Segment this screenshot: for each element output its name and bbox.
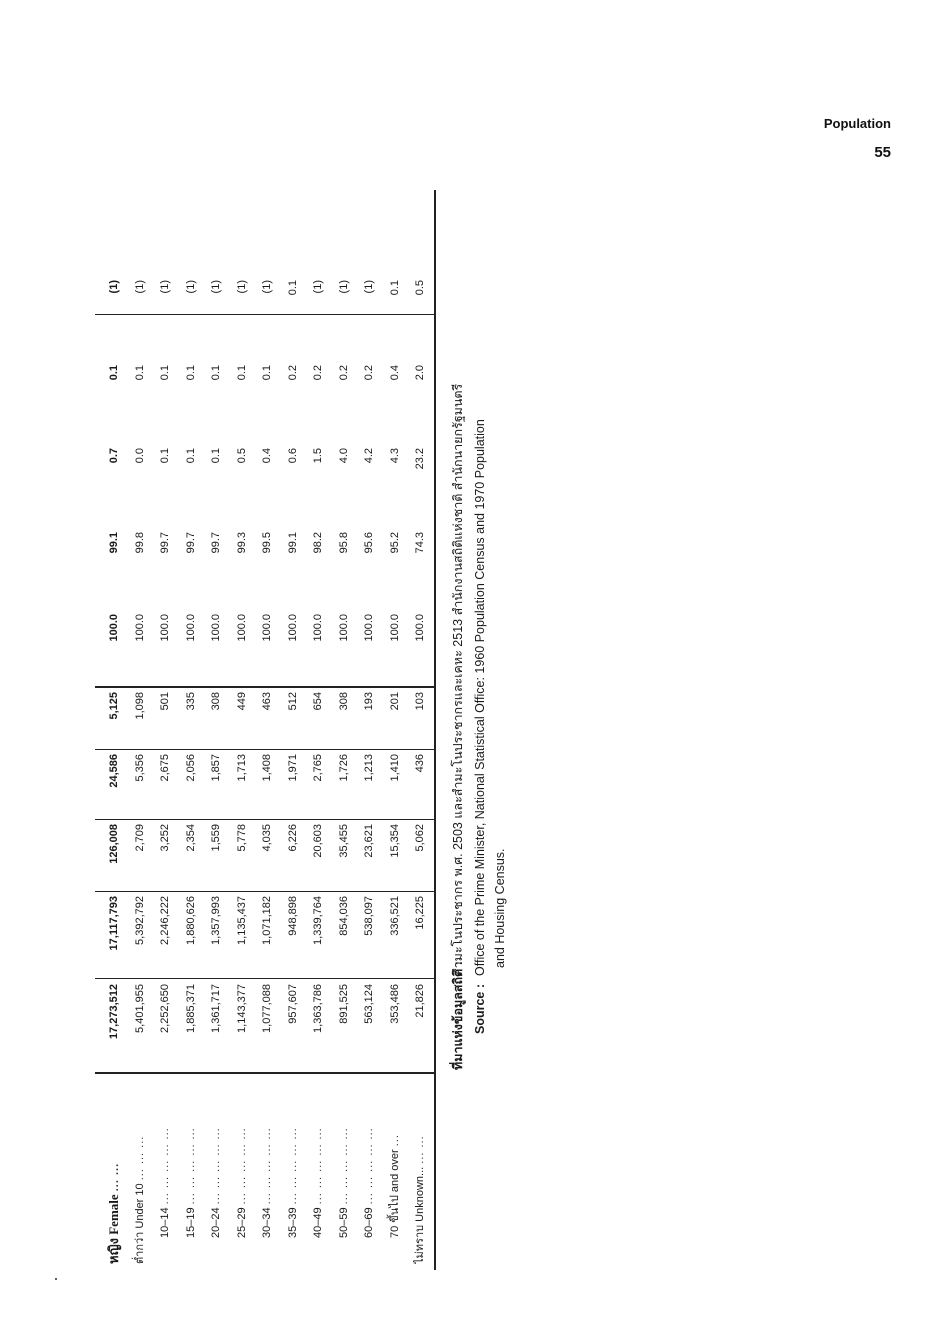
cell-value: 100.0 <box>184 614 197 642</box>
cell-value: 0.2 <box>286 365 299 381</box>
cell-value: 1,885,371 <box>184 984 197 1033</box>
cell-value: 0.1 <box>210 365 222 381</box>
cell-value: 0.1 <box>261 365 273 381</box>
row-label-text: ต่ำกว่า Under 10 <box>133 1183 146 1264</box>
cell-value: 0.1 <box>159 365 171 381</box>
leader-dots: ... ... <box>414 1135 426 1164</box>
cell-value: 100.0 <box>159 614 171 642</box>
cell-value: 1,713 <box>235 754 248 782</box>
cell-value: 5,062 <box>414 824 426 852</box>
source-key-thai: ที่มาแห่งข้อมูลสถิติ : <box>451 961 465 1070</box>
table-row <box>280 190 306 1270</box>
cell-value: (1) <box>108 280 120 294</box>
cell-value: 512 <box>286 692 299 711</box>
cell-value: 5,401,955 <box>133 984 146 1033</box>
cell-value: 103 <box>414 692 426 711</box>
cell-value: 1,098 <box>133 692 146 720</box>
row-label <box>127 1080 153 1264</box>
cell-value: 1,143,377 <box>235 984 248 1033</box>
cell-value: 0.1 <box>133 365 146 381</box>
cell-value: 854,036 <box>337 896 350 936</box>
cell-value: 1,408 <box>261 754 273 782</box>
cell-value: 2,765 <box>312 754 324 782</box>
leader-dots: ... ... ... ... ... <box>286 1127 299 1205</box>
cell-value: 2,252,650 <box>159 984 171 1033</box>
leader-dots: ... <box>388 1134 401 1147</box>
cell-value: 1,361,717 <box>210 984 222 1033</box>
cell-value: 2,675 <box>159 754 171 782</box>
cell-value: 24,586 <box>108 754 120 788</box>
cell-value: 0.6 <box>286 448 299 464</box>
cell-value: 100.0 <box>133 614 146 642</box>
row-label <box>305 1080 331 1238</box>
cell-value: 1,857 <box>210 754 222 782</box>
cell-value: 99.8 <box>133 532 146 554</box>
row-label <box>203 1080 229 1238</box>
row-label-text: หญิง Female <box>106 1194 121 1264</box>
table-row <box>178 190 204 1270</box>
row-label <box>152 1080 178 1238</box>
row-label-text: 50–59 <box>337 1207 350 1238</box>
speck <box>55 1278 57 1280</box>
cell-value: 1,339,764 <box>312 896 324 945</box>
cell-value: 1,559 <box>210 824 222 852</box>
cell-value: (1) <box>133 280 146 294</box>
table-row <box>382 190 408 1270</box>
row-label <box>254 1080 280 1238</box>
cell-value: 201 <box>388 692 401 711</box>
row-label <box>382 1080 408 1238</box>
cell-value: 1,357,993 <box>210 896 222 945</box>
cell-value: 17,273,512 <box>108 984 120 1040</box>
cell-value: 0.4 <box>388 365 401 381</box>
cell-value: 0.5 <box>235 448 248 464</box>
cell-value: 95.8 <box>337 532 350 554</box>
source-note-english <box>471 419 490 1070</box>
cell-value: 336,521 <box>388 896 401 936</box>
cell-value: 5,125 <box>108 692 120 720</box>
cell-value: 99.7 <box>159 532 171 554</box>
cell-value: (1) <box>210 280 222 294</box>
cell-value: 2,056 <box>184 754 197 782</box>
cell-value: 0.5 <box>414 280 426 296</box>
cell-value: (1) <box>363 280 375 294</box>
source-note-thai <box>449 384 468 1070</box>
cell-value: 891,525 <box>337 984 350 1024</box>
cell-value: 308 <box>210 692 222 711</box>
table-row <box>356 190 382 1270</box>
cell-value: 538,097 <box>363 896 375 936</box>
cell-value: 17,117,793 <box>108 896 120 951</box>
row-label-text: 10–14 <box>159 1207 171 1238</box>
cell-value: 20,603 <box>312 824 324 858</box>
cell-value: 99.1 <box>286 532 299 554</box>
cell-value: 1,971 <box>286 754 299 782</box>
cell-value: 308 <box>337 692 350 711</box>
cell-value: 353,486 <box>388 984 401 1024</box>
cell-value: 95.2 <box>388 532 401 554</box>
table-row <box>331 190 357 1270</box>
row-label-text: 20–24 <box>210 1207 222 1238</box>
cell-value: 335 <box>184 692 197 711</box>
row-label <box>280 1080 306 1238</box>
cell-value: 436 <box>414 754 426 773</box>
cell-value: 4.2 <box>363 448 375 464</box>
row-label-text: 40–49 <box>312 1207 324 1238</box>
cell-value: 100.0 <box>261 614 273 642</box>
running-title: Population <box>823 116 891 131</box>
cell-value: 35,455 <box>337 824 350 858</box>
cell-value: (1) <box>337 280 350 294</box>
cell-value: 99.3 <box>235 532 248 554</box>
cell-value: 99.1 <box>108 532 120 554</box>
cell-value: 6,226 <box>286 824 299 852</box>
table-row <box>407 190 433 1270</box>
cell-value: 1,410 <box>388 754 401 782</box>
table-row <box>127 190 153 1270</box>
cell-value: 3,252 <box>159 824 171 852</box>
leader-dots: ... ... ... ... ... <box>363 1127 375 1205</box>
row-label-text: 25–29 <box>235 1207 248 1238</box>
cell-value: 0.1 <box>159 448 171 464</box>
cell-value: 449 <box>235 692 248 711</box>
cell-value: 1,135,437 <box>235 896 248 945</box>
table-row <box>203 190 229 1270</box>
cell-value: 5,778 <box>235 824 248 852</box>
cell-value: 100.0 <box>312 614 324 642</box>
cell-value: 100.0 <box>388 614 401 642</box>
cell-value: 100.0 <box>210 614 222 642</box>
cell-value: 99.5 <box>261 532 273 554</box>
leader-dots: ... ... ... ... ... <box>159 1127 171 1205</box>
cell-value: 100.0 <box>108 614 120 642</box>
cell-value: 0.0 <box>133 448 146 464</box>
cell-value: 0.4 <box>261 448 273 464</box>
cell-value: 563,124 <box>363 984 375 1024</box>
table-row <box>101 190 127 1270</box>
source-note-english-cont: and Housing Census. <box>493 848 507 968</box>
row-label <box>407 1080 433 1264</box>
row-label <box>101 1080 128 1264</box>
cell-value: (1) <box>184 280 197 294</box>
row-label-text: 15–19 <box>184 1207 197 1238</box>
cell-value: 1,077,088 <box>261 984 273 1033</box>
cell-value: 100.0 <box>337 614 350 642</box>
cell-value: 654 <box>312 692 324 711</box>
leader-dots: ... ... ... ... ... <box>312 1127 324 1205</box>
cell-value: 2,246,222 <box>159 896 171 945</box>
cell-value: 0.2 <box>363 365 375 381</box>
leader-dots: ... ... ... ... ... <box>210 1127 222 1205</box>
row-label <box>178 1080 204 1238</box>
table-row <box>152 190 178 1270</box>
cell-value: 5,356 <box>133 754 146 782</box>
source-key-english: Source : <box>473 984 487 1035</box>
cell-value: 99.7 <box>210 532 222 554</box>
cell-value: 1,726 <box>337 754 350 782</box>
cell-value: 0.1 <box>184 365 197 381</box>
cell-value: (1) <box>261 280 273 294</box>
cell-value: (1) <box>159 280 171 294</box>
table-row <box>229 190 255 1270</box>
cell-value: 4,035 <box>261 824 273 852</box>
cell-value: 948,898 <box>286 896 299 936</box>
leader-dots: ... ... ... ... ... <box>235 1127 248 1205</box>
cell-value: 21,826 <box>414 984 426 1018</box>
cell-value: 2.0 <box>414 365 426 381</box>
cell-value: 1,213 <box>363 754 375 782</box>
table-row <box>305 190 331 1270</box>
cell-value: 501 <box>159 692 171 711</box>
cell-value: 98.2 <box>312 532 324 554</box>
cell-value: 100.0 <box>363 614 375 642</box>
cell-value: 0.2 <box>312 365 324 381</box>
leader-dots: ... ... ... ... ... <box>184 1127 197 1205</box>
page-number: 55 <box>874 144 891 161</box>
cell-value: 463 <box>261 692 273 711</box>
cell-value: 1.5 <box>312 448 324 464</box>
cell-value: 0.1 <box>286 280 299 296</box>
leader-dots: ... ... <box>109 1162 121 1192</box>
cell-value: 99.7 <box>184 532 197 554</box>
cell-value: 4.3 <box>388 448 401 464</box>
cell-value: 2,709 <box>133 824 146 852</box>
cell-value: 23.2 <box>414 448 426 470</box>
cell-value: 1,071,182 <box>261 896 273 945</box>
row-label-text: 35–39 <box>286 1207 299 1238</box>
cell-value: 0.7 <box>108 448 120 464</box>
cell-value: 100.0 <box>235 614 248 642</box>
leader-dots: ... ... ... ... ... <box>261 1127 273 1205</box>
source-text-english: Office of the Prime Minister, National Statistical Office: 1960 Population Census and 1970 Population <box>473 419 487 976</box>
row-label-text: 30–34 <box>261 1207 273 1238</box>
cell-value: 100.0 <box>414 614 426 642</box>
cell-value: 95.6 <box>363 532 375 554</box>
cell-value: 23,621 <box>363 824 375 858</box>
cell-value: 1,880,626 <box>184 896 197 945</box>
cell-value: 5,392,792 <box>133 896 146 945</box>
cell-value: 957,607 <box>286 984 299 1024</box>
row-label <box>356 1080 382 1238</box>
cell-value: 1,363,786 <box>312 984 324 1033</box>
cell-value: 74.3 <box>414 532 426 554</box>
cell-value: 0.1 <box>388 280 401 296</box>
cell-value: 0.1 <box>235 365 248 381</box>
cell-value: 193 <box>363 692 375 711</box>
cell-value: 0.2 <box>337 365 350 381</box>
cell-value: 15,354 <box>388 824 401 858</box>
leader-dots: ... ... ... ... ... <box>337 1127 350 1205</box>
row-label <box>229 1080 255 1238</box>
cell-value: 100.0 <box>286 614 299 642</box>
data-table <box>95 190 435 1270</box>
table-bottom-rule <box>434 190 436 1270</box>
row-label <box>331 1080 357 1238</box>
row-label-text: ไม่ทราบ Unknown... <box>414 1166 426 1264</box>
table-row <box>254 190 280 1270</box>
cell-value: 126,008 <box>108 824 120 864</box>
cell-value: (1) <box>312 280 324 294</box>
cell-value: 2,354 <box>184 824 197 852</box>
cell-value: 0.1 <box>210 448 222 464</box>
rotated-table-block <box>95 170 615 1270</box>
cell-value: 16,225 <box>414 896 426 930</box>
cell-value: 4.0 <box>337 448 350 464</box>
cell-value: 0.1 <box>184 448 197 464</box>
leader-dots: ... ... ... <box>133 1135 146 1181</box>
row-label-text: 60–69 <box>363 1207 375 1238</box>
source-text-thai: สำมะโนประชากร พ.ศ. 2503 และสำมะโนประชากรและเคหะ 2513 สำนักงานสถิติแห่งชาติ สำนักนายกรัฐมนตรี <box>451 383 465 976</box>
row-label-text: 70 ขึ้นไป and over <box>388 1149 401 1238</box>
cell-value: (1) <box>235 280 248 294</box>
cell-value: 0.1 <box>108 365 120 381</box>
